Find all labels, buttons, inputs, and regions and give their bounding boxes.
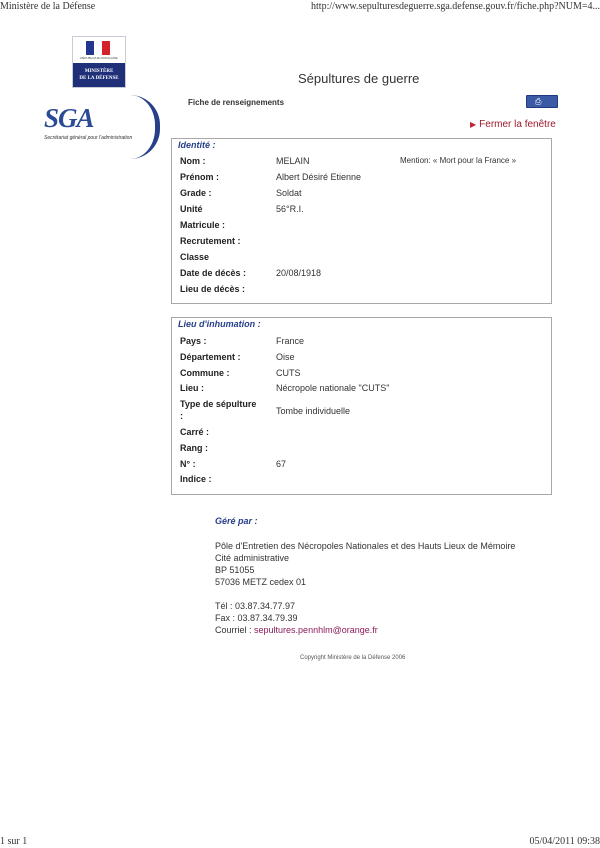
print-button[interactable]: [526, 95, 558, 108]
inhumation-box: [171, 317, 552, 495]
print-footer-page: 1 sur 1: [0, 836, 28, 847]
courriel-label: Courriel :: [215, 625, 252, 635]
value-grade: Soldat: [276, 188, 302, 198]
label-recrutement: Recrutement :: [180, 236, 241, 246]
value-date-deces: 20/08/1918: [276, 268, 322, 278]
value-type-sepulture: Tombe individuelle: [276, 406, 351, 416]
identite-box: [171, 138, 552, 304]
label-prenom: Prénom :: [180, 172, 220, 182]
print-footer-datetime: 05/04/2011 09:38: [529, 836, 600, 847]
sga-logo-letters: SGA: [44, 103, 94, 133]
gere-fax: Fax : 03.87.34.79.39: [215, 613, 298, 623]
close-window-link[interactable]: [470, 119, 556, 130]
sga-logo-subtitle: Secrétariat général pour l'administration: [44, 135, 133, 141]
label-numero: N° :: [180, 459, 196, 469]
label-unite: Unité: [180, 204, 203, 214]
label-classe: Classe: [180, 252, 210, 262]
gere-addr3: 57036 METZ cedex 01: [215, 577, 307, 587]
triangle-right-icon: ▶: [470, 120, 477, 129]
gere-addr1: Cité administrative: [215, 553, 290, 563]
label-type-sepulture-colon: :: [180, 411, 183, 421]
ministry-logo: [72, 36, 126, 88]
copyright: Copyright Ministère de la Défense 2006: [300, 655, 406, 661]
sga-logo: [40, 95, 160, 159]
label-indice: Indice :: [180, 474, 212, 484]
value-unite: 56°R.I.: [276, 204, 304, 214]
value-departement: Oise: [276, 352, 295, 362]
fiche-title: Fiche de renseignements: [188, 98, 285, 107]
label-lieu-deces: Lieu de décès :: [180, 284, 246, 294]
identite-title: Identité :: [178, 140, 216, 150]
printer-icon: ⎙: [535, 97, 542, 106]
label-grade: Grade :: [180, 188, 212, 198]
mention-text: Mention: « Mort pour la France »: [400, 156, 517, 165]
value-numero: 67: [276, 459, 287, 469]
gere-org: Pôle d'Entretien des Nécropoles Nationales et des Hauts Lieux de Mémoire: [215, 541, 516, 551]
logo-ministry-line1: MINISTÈRE: [84, 69, 114, 74]
label-nom: Nom :: [180, 156, 206, 166]
inhumation-title: Lieu d'inhumation :: [178, 319, 261, 329]
sga-logo-arc: [130, 95, 160, 159]
logo-rf-line: RÉPUBLIQUE FRANÇAISE: [80, 56, 118, 60]
gere-par-title: Géré par :: [215, 516, 258, 526]
print-header-url: http://www.sepulturesdeguerre.sga.defense.gouv.fr/fiche.php?NUM=4...: [311, 1, 600, 12]
label-matricule: Matricule :: [180, 220, 226, 230]
value-prenom: Albert Désiré Etienne: [276, 172, 362, 182]
site-title: Sépultures de guerre: [298, 71, 420, 86]
gere-addr2: BP 51055: [215, 565, 255, 575]
value-lieu: Nécropole nationale "CUTS": [276, 383, 390, 393]
label-commune: Commune :: [180, 368, 230, 378]
value-pays: France: [276, 336, 305, 346]
label-type-sepulture: Type de sépulture: [180, 399, 257, 409]
logo-ministry-line2: DE LA DÉFENSE: [79, 76, 119, 81]
french-flag-icon: [86, 41, 110, 55]
label-pays: Pays :: [180, 336, 207, 346]
print-header-title: Ministère de la Défense: [0, 1, 96, 12]
gere-courriel: [215, 625, 378, 635]
label-rang: Rang :: [180, 443, 208, 453]
logo-ministry-band: [73, 63, 125, 87]
label-departement: Département :: [180, 352, 241, 362]
gere-tel: Tél : 03.87.34.77.97: [215, 601, 296, 611]
value-commune: CUTS: [276, 368, 301, 378]
close-window-label: Fermer la fenêtre: [479, 119, 556, 130]
label-carre: Carré :: [180, 427, 210, 437]
label-date-deces: Date de décès :: [180, 268, 247, 278]
label-lieu: Lieu :: [180, 383, 204, 393]
value-nom: MELAIN: [276, 156, 310, 166]
email-link[interactable]: sepultures.pennhlm@orange.fr: [254, 625, 378, 635]
